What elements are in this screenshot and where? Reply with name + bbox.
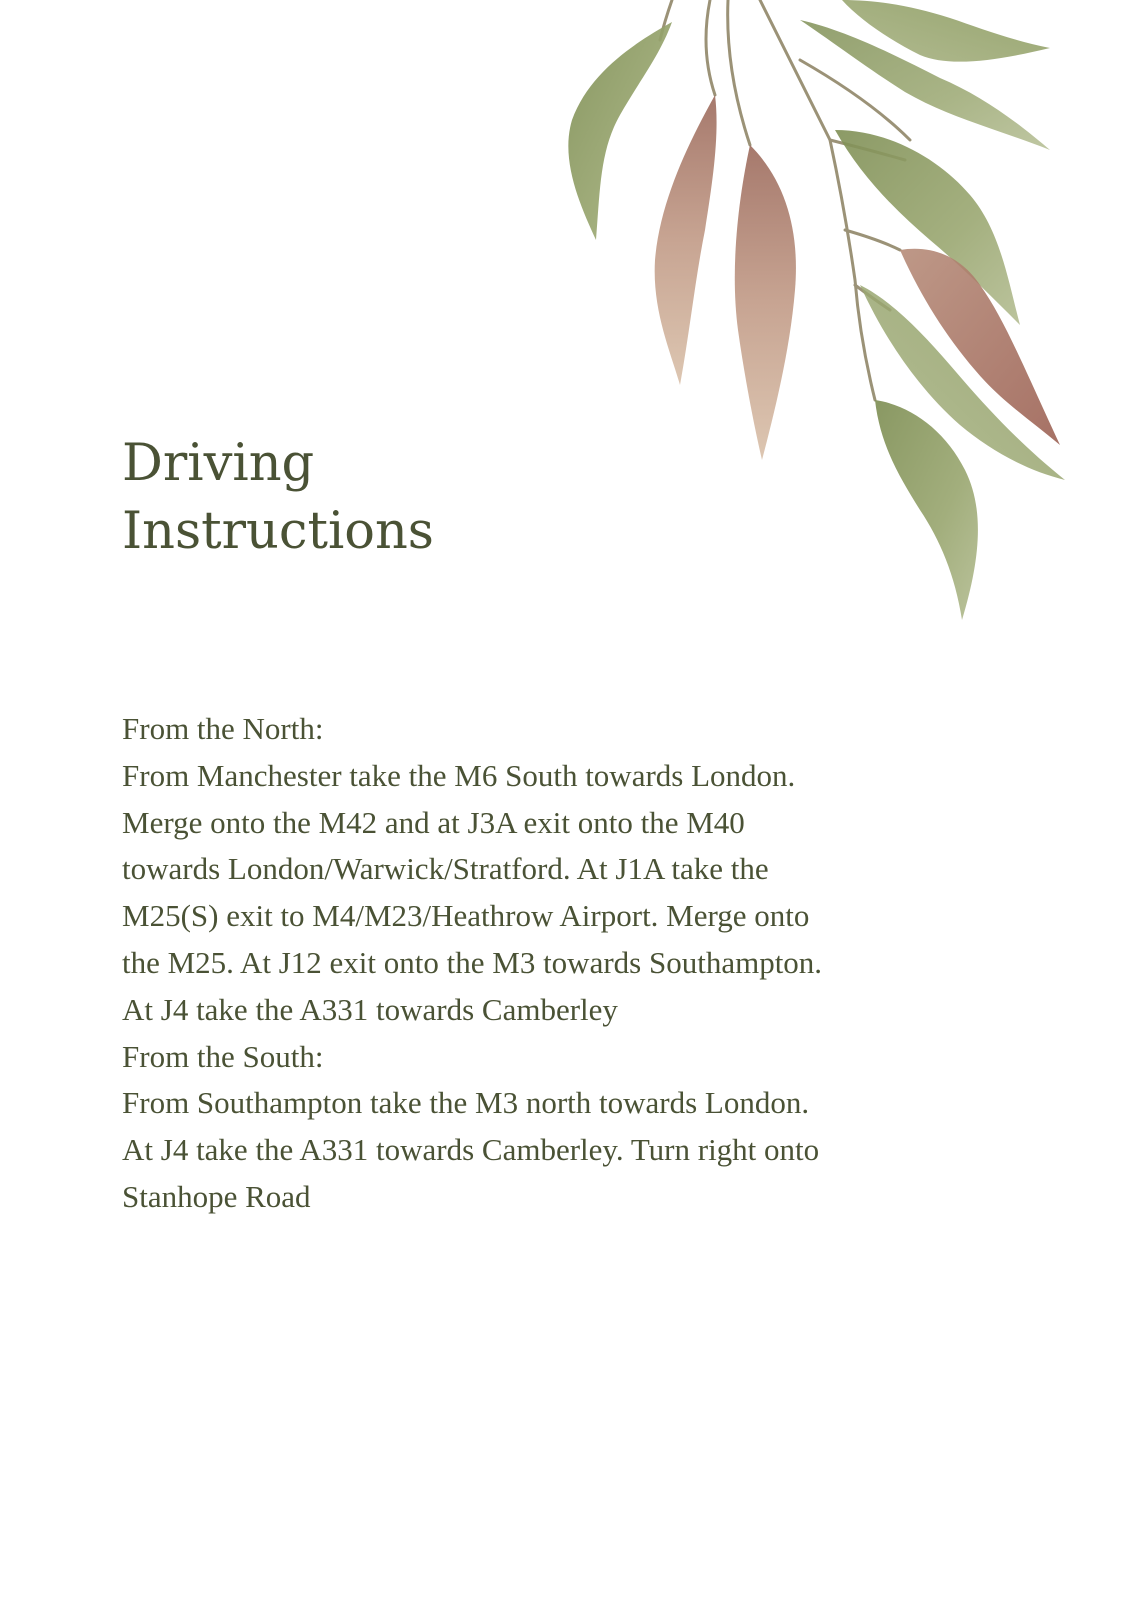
north-line: From Manchester take the M6 South towards London. [122,757,796,793]
south-heading: From the South: [122,1038,324,1074]
north-line: At J4 take the A331 towards Camberley [122,991,618,1027]
directions-text [122,706,982,1221]
north-line: M25(S) exit to M4/M23/Heathrow Airport. Merge onto [122,898,810,934]
north-line: Merge onto the M42 and at J3A exit onto the M40 [122,804,745,840]
title-line-1: Driving [122,434,315,493]
south-line: From Southampton take the M3 north towards London. [122,1085,810,1121]
north-line: towards London/Warwick/Stratford. At J1A take the [122,851,769,887]
south-line: Stanhope Road [122,1178,311,1214]
title-line-2: Instructions [122,502,434,561]
north-line: the M25. At J12 exit onto the M3 towards Southampton. [122,944,823,980]
page-title [122,430,434,566]
north-heading: From the North: [122,711,324,746]
watercolor-leaves-illustration [560,0,1136,660]
south-line: At J4 take the A331 towards Camberley. Turn right onto [122,1132,820,1168]
